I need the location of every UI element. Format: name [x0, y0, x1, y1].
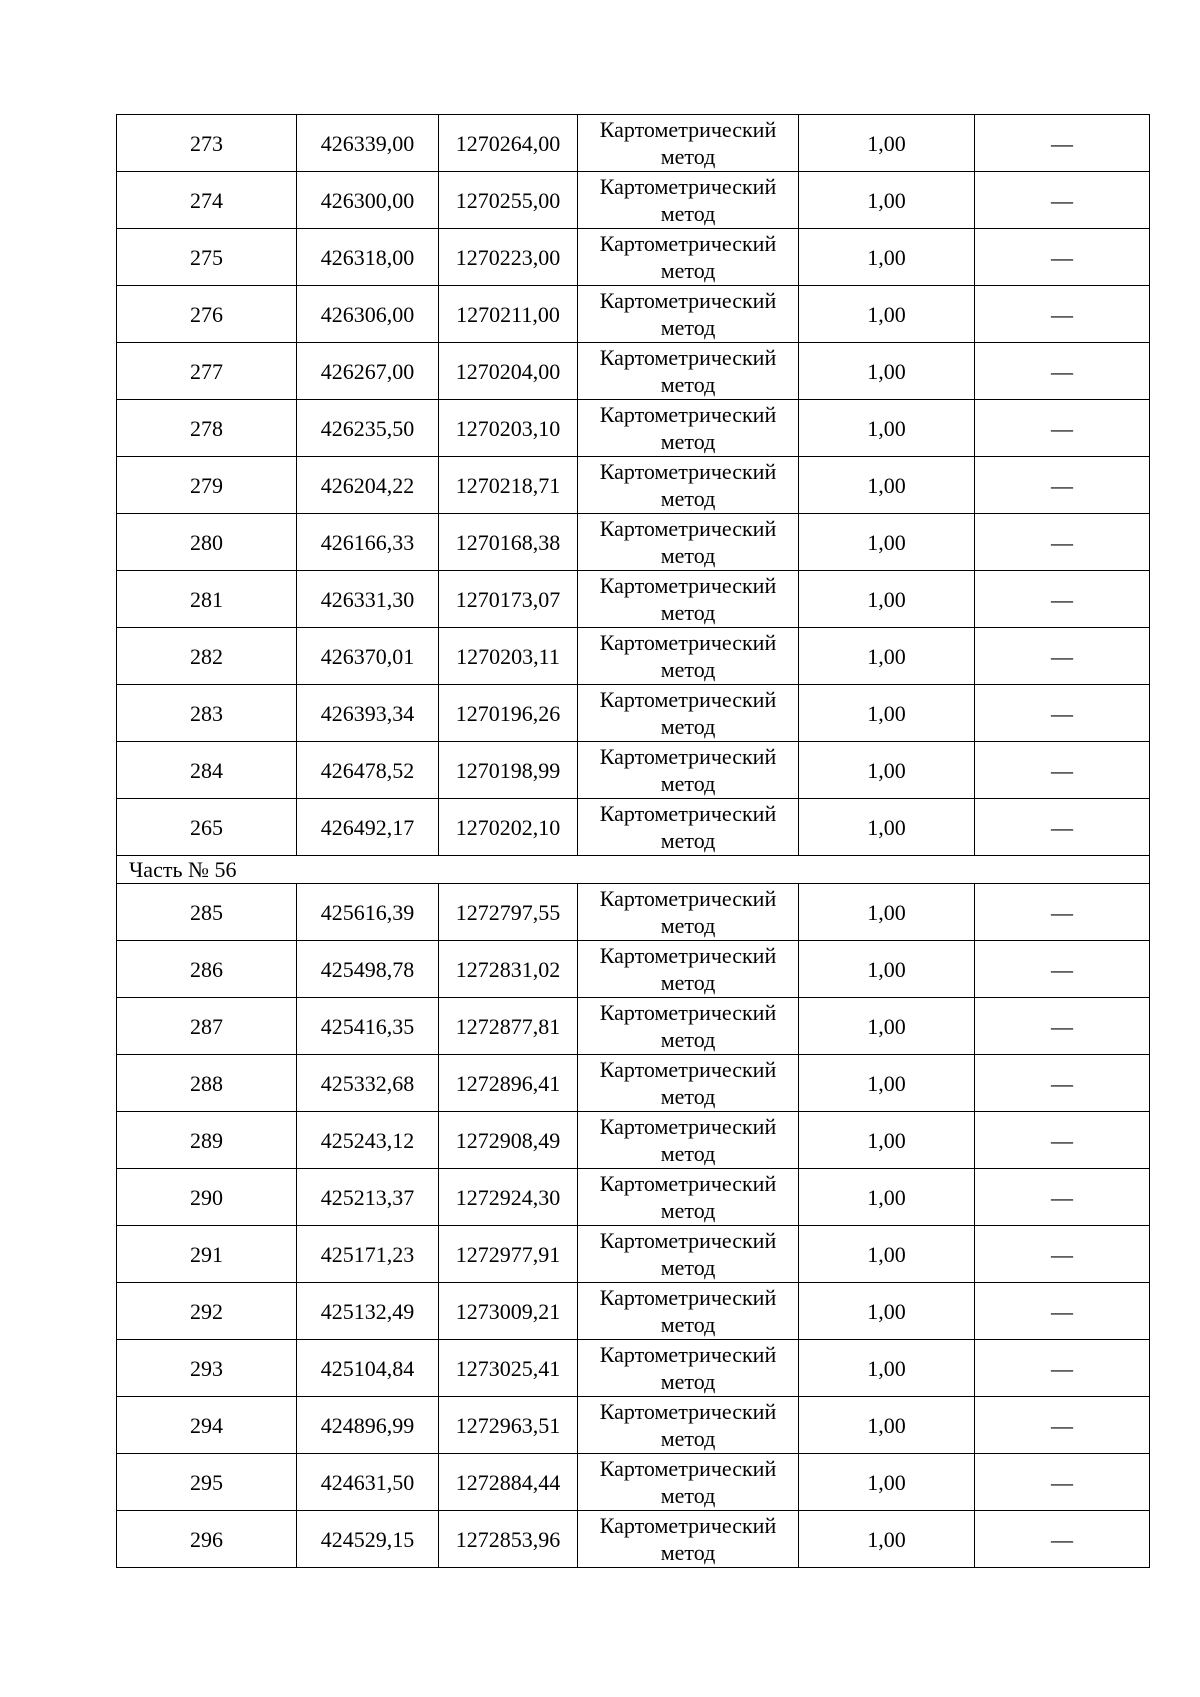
point-number-cell: 286	[117, 941, 297, 998]
method-line-1: Картометрический	[599, 1513, 777, 1538]
method-line-1: Картометрический	[599, 1114, 777, 1139]
coordinates-table	[116, 114, 1150, 1568]
point-number-cell: 290	[117, 1169, 297, 1226]
y-coordinate-cell: 1273025,41	[439, 1340, 578, 1397]
accuracy-cell: 1,00	[799, 1283, 975, 1340]
x-coordinate-cell: 425498,78	[297, 941, 439, 998]
accuracy-cell: 1,00	[799, 1169, 975, 1226]
method-line-2: метод	[660, 1255, 716, 1280]
x-coordinate-cell: 425104,84	[297, 1340, 439, 1397]
part-heading: Часть № 56	[117, 856, 1150, 884]
accuracy-cell: 1,00	[799, 172, 975, 229]
method-line-1: Картометрический	[599, 687, 777, 712]
table-row	[117, 229, 1150, 286]
accuracy-cell: 1,00	[799, 571, 975, 628]
y-coordinate-cell: 1270203,11	[439, 628, 578, 685]
x-coordinate-cell: 424529,15	[297, 1511, 439, 1568]
description-cell: —	[975, 998, 1150, 1055]
y-coordinate-cell: 1272896,41	[439, 1055, 578, 1112]
point-number-cell: 285	[117, 884, 297, 941]
method-line-2: метод	[660, 1027, 716, 1052]
description-cell: —	[975, 400, 1150, 457]
table-row	[117, 941, 1150, 998]
point-number-cell: 293	[117, 1340, 297, 1397]
y-coordinate-cell: 1270223,00	[439, 229, 578, 286]
x-coordinate-cell: 426492,17	[297, 799, 439, 856]
description-cell: —	[975, 1511, 1150, 1568]
accuracy-cell: 1,00	[799, 941, 975, 998]
method-line-2: метод	[660, 201, 716, 226]
x-coordinate-cell: 426166,33	[297, 514, 439, 571]
accuracy-cell: 1,00	[799, 286, 975, 343]
method-line-2: метод	[660, 1141, 716, 1166]
point-number-cell: 276	[117, 286, 297, 343]
method-cell	[578, 172, 799, 229]
y-coordinate-cell: 1272963,51	[439, 1397, 578, 1454]
method-cell	[578, 742, 799, 799]
table-row	[117, 1055, 1150, 1112]
point-number-cell: 278	[117, 400, 297, 457]
method-line-2: метод	[660, 657, 716, 682]
accuracy-cell: 1,00	[799, 115, 975, 172]
y-coordinate-cell: 1270203,10	[439, 400, 578, 457]
table-row	[117, 998, 1150, 1055]
accuracy-cell: 1,00	[799, 685, 975, 742]
accuracy-cell: 1,00	[799, 343, 975, 400]
method-line-1: Картометрический	[599, 402, 777, 427]
description-cell: —	[975, 1055, 1150, 1112]
method-line-1: Картометрический	[599, 801, 777, 826]
method-line-2: метод	[660, 1426, 716, 1451]
coordinates-table-body	[117, 115, 1150, 1568]
description-cell: —	[975, 115, 1150, 172]
part-heading-row	[117, 856, 1150, 884]
point-number-cell: 282	[117, 628, 297, 685]
method-line-2: метод	[660, 543, 716, 568]
accuracy-cell: 1,00	[799, 884, 975, 941]
y-coordinate-cell: 1272908,49	[439, 1112, 578, 1169]
table-row	[117, 799, 1150, 856]
method-cell	[578, 1055, 799, 1112]
point-number-cell: 265	[117, 799, 297, 856]
method-line-1: Картометрический	[599, 630, 777, 655]
y-coordinate-cell: 1273009,21	[439, 1283, 578, 1340]
point-number-cell: 296	[117, 1511, 297, 1568]
accuracy-cell: 1,00	[799, 1454, 975, 1511]
accuracy-cell: 1,00	[799, 799, 975, 856]
method-cell	[578, 115, 799, 172]
method-line-2: метод	[660, 429, 716, 454]
accuracy-cell: 1,00	[799, 457, 975, 514]
y-coordinate-cell: 1270211,00	[439, 286, 578, 343]
method-cell	[578, 514, 799, 571]
description-cell: —	[975, 571, 1150, 628]
method-line-2: метод	[660, 1198, 716, 1223]
method-line-1: Картометрический	[599, 1399, 777, 1424]
point-number-cell: 273	[117, 115, 297, 172]
method-line-1: Картометрический	[599, 573, 777, 598]
description-cell: —	[975, 1340, 1150, 1397]
description-cell: —	[975, 514, 1150, 571]
method-cell	[578, 1340, 799, 1397]
method-cell	[578, 884, 799, 941]
method-line-1: Картометрический	[599, 174, 777, 199]
method-line-1: Картометрический	[599, 744, 777, 769]
method-cell	[578, 685, 799, 742]
table-row	[117, 884, 1150, 941]
description-cell: —	[975, 229, 1150, 286]
method-line-2: метод	[660, 486, 716, 511]
y-coordinate-cell: 1272853,96	[439, 1511, 578, 1568]
method-line-1: Картометрический	[599, 516, 777, 541]
method-cell	[578, 400, 799, 457]
method-cell	[578, 457, 799, 514]
x-coordinate-cell: 424896,99	[297, 1397, 439, 1454]
method-cell	[578, 286, 799, 343]
method-cell	[578, 941, 799, 998]
y-coordinate-cell: 1270168,38	[439, 514, 578, 571]
method-line-1: Картометрический	[599, 231, 777, 256]
point-number-cell: 275	[117, 229, 297, 286]
description-cell: —	[975, 457, 1150, 514]
point-number-cell: 292	[117, 1283, 297, 1340]
method-cell	[578, 571, 799, 628]
method-line-2: метод	[660, 144, 716, 169]
description-cell: —	[975, 1112, 1150, 1169]
method-line-2: метод	[660, 1369, 716, 1394]
method-cell	[578, 1226, 799, 1283]
method-cell	[578, 1511, 799, 1568]
method-line-2: метод	[660, 1540, 716, 1565]
x-coordinate-cell: 426306,00	[297, 286, 439, 343]
point-number-cell: 284	[117, 742, 297, 799]
description-cell: —	[975, 1283, 1150, 1340]
point-number-cell: 287	[117, 998, 297, 1055]
description-cell: —	[975, 286, 1150, 343]
x-coordinate-cell: 426318,00	[297, 229, 439, 286]
method-line-1: Картометрический	[599, 1057, 777, 1082]
table-row	[117, 742, 1150, 799]
method-line-2: метод	[660, 1312, 716, 1337]
table-row	[117, 1511, 1150, 1568]
y-coordinate-cell: 1272977,91	[439, 1226, 578, 1283]
x-coordinate-cell: 425243,12	[297, 1112, 439, 1169]
description-cell: —	[975, 742, 1150, 799]
point-number-cell: 288	[117, 1055, 297, 1112]
table-row	[117, 286, 1150, 343]
table-row	[117, 1169, 1150, 1226]
method-cell	[578, 1454, 799, 1511]
description-cell: —	[975, 799, 1150, 856]
method-line-2: метод	[660, 372, 716, 397]
table-row	[117, 343, 1150, 400]
x-coordinate-cell: 426478,52	[297, 742, 439, 799]
method-line-1: Картометрический	[599, 1285, 777, 1310]
accuracy-cell: 1,00	[799, 1226, 975, 1283]
point-number-cell: 289	[117, 1112, 297, 1169]
accuracy-cell: 1,00	[799, 1112, 975, 1169]
method-line-2: метод	[660, 258, 716, 283]
point-number-cell: 294	[117, 1397, 297, 1454]
x-coordinate-cell: 426331,30	[297, 571, 439, 628]
table-row	[117, 1283, 1150, 1340]
table-row	[117, 457, 1150, 514]
method-line-2: метод	[660, 913, 716, 938]
table-row	[117, 571, 1150, 628]
x-coordinate-cell: 426267,00	[297, 343, 439, 400]
method-cell	[578, 628, 799, 685]
method-line-1: Картометрический	[599, 459, 777, 484]
x-coordinate-cell: 425616,39	[297, 884, 439, 941]
table-row	[117, 400, 1150, 457]
table-row	[117, 115, 1150, 172]
accuracy-cell: 1,00	[799, 628, 975, 685]
method-cell	[578, 799, 799, 856]
x-coordinate-cell: 425132,49	[297, 1283, 439, 1340]
description-cell: —	[975, 1397, 1150, 1454]
accuracy-cell: 1,00	[799, 514, 975, 571]
accuracy-cell: 1,00	[799, 1055, 975, 1112]
description-cell: —	[975, 343, 1150, 400]
accuracy-cell: 1,00	[799, 1511, 975, 1568]
point-number-cell: 295	[117, 1454, 297, 1511]
method-line-1: Картометрический	[599, 1171, 777, 1196]
y-coordinate-cell: 1270173,07	[439, 571, 578, 628]
method-line-2: метод	[660, 315, 716, 340]
y-coordinate-cell: 1272884,44	[439, 1454, 578, 1511]
point-number-cell: 281	[117, 571, 297, 628]
method-line-1: Картометрический	[599, 1342, 777, 1367]
point-number-cell: 291	[117, 1226, 297, 1283]
method-line-2: метод	[660, 1483, 716, 1508]
method-line-1: Картометрический	[599, 288, 777, 313]
table-row	[117, 1397, 1150, 1454]
table-row	[117, 172, 1150, 229]
x-coordinate-cell: 425213,37	[297, 1169, 439, 1226]
description-cell: —	[975, 1454, 1150, 1511]
method-cell	[578, 1283, 799, 1340]
method-line-1: Картометрический	[599, 943, 777, 968]
method-line-1: Картометрический	[599, 1000, 777, 1025]
y-coordinate-cell: 1270196,26	[439, 685, 578, 742]
x-coordinate-cell: 426204,22	[297, 457, 439, 514]
table-row	[117, 1112, 1150, 1169]
x-coordinate-cell: 426339,00	[297, 115, 439, 172]
x-coordinate-cell: 425332,68	[297, 1055, 439, 1112]
y-coordinate-cell: 1272877,81	[439, 998, 578, 1055]
x-coordinate-cell: 426300,00	[297, 172, 439, 229]
x-coordinate-cell: 425171,23	[297, 1226, 439, 1283]
method-line-1: Картометрический	[599, 117, 777, 142]
method-line-1: Картометрический	[599, 1228, 777, 1253]
method-line-2: метод	[660, 1084, 716, 1109]
table-row	[117, 1340, 1150, 1397]
description-cell: —	[975, 941, 1150, 998]
point-number-cell: 283	[117, 685, 297, 742]
x-coordinate-cell: 426235,50	[297, 400, 439, 457]
method-line-1: Картометрический	[599, 1456, 777, 1481]
y-coordinate-cell: 1270202,10	[439, 799, 578, 856]
point-number-cell: 277	[117, 343, 297, 400]
point-number-cell: 274	[117, 172, 297, 229]
point-number-cell: 280	[117, 514, 297, 571]
accuracy-cell: 1,00	[799, 1397, 975, 1454]
method-cell	[578, 229, 799, 286]
table-row	[117, 514, 1150, 571]
method-line-2: метод	[660, 771, 716, 796]
y-coordinate-cell: 1272831,02	[439, 941, 578, 998]
y-coordinate-cell: 1270218,71	[439, 457, 578, 514]
y-coordinate-cell: 1270255,00	[439, 172, 578, 229]
accuracy-cell: 1,00	[799, 400, 975, 457]
method-line-2: метод	[660, 600, 716, 625]
method-line-2: метод	[660, 828, 716, 853]
accuracy-cell: 1,00	[799, 998, 975, 1055]
description-cell: —	[975, 1169, 1150, 1226]
accuracy-cell: 1,00	[799, 229, 975, 286]
x-coordinate-cell: 426370,01	[297, 628, 439, 685]
method-line-1: Картометрический	[599, 345, 777, 370]
table-row	[117, 628, 1150, 685]
method-line-2: метод	[660, 714, 716, 739]
x-coordinate-cell: 425416,35	[297, 998, 439, 1055]
y-coordinate-cell: 1272797,55	[439, 884, 578, 941]
y-coordinate-cell: 1270198,99	[439, 742, 578, 799]
method-cell	[578, 1397, 799, 1454]
description-cell: —	[975, 628, 1150, 685]
y-coordinate-cell: 1272924,30	[439, 1169, 578, 1226]
method-line-2: метод	[660, 970, 716, 995]
method-cell	[578, 1112, 799, 1169]
y-coordinate-cell: 1270264,00	[439, 115, 578, 172]
accuracy-cell: 1,00	[799, 742, 975, 799]
method-cell	[578, 1169, 799, 1226]
description-cell: —	[975, 1226, 1150, 1283]
x-coordinate-cell: 424631,50	[297, 1454, 439, 1511]
table-row	[117, 1454, 1150, 1511]
description-cell: —	[975, 685, 1150, 742]
accuracy-cell: 1,00	[799, 1340, 975, 1397]
method-cell	[578, 343, 799, 400]
table-row	[117, 685, 1150, 742]
description-cell: —	[975, 884, 1150, 941]
description-cell: —	[975, 172, 1150, 229]
x-coordinate-cell: 426393,34	[297, 685, 439, 742]
point-number-cell: 279	[117, 457, 297, 514]
method-cell	[578, 998, 799, 1055]
table-row	[117, 1226, 1150, 1283]
y-coordinate-cell: 1270204,00	[439, 343, 578, 400]
method-line-1: Картометрический	[599, 886, 777, 911]
